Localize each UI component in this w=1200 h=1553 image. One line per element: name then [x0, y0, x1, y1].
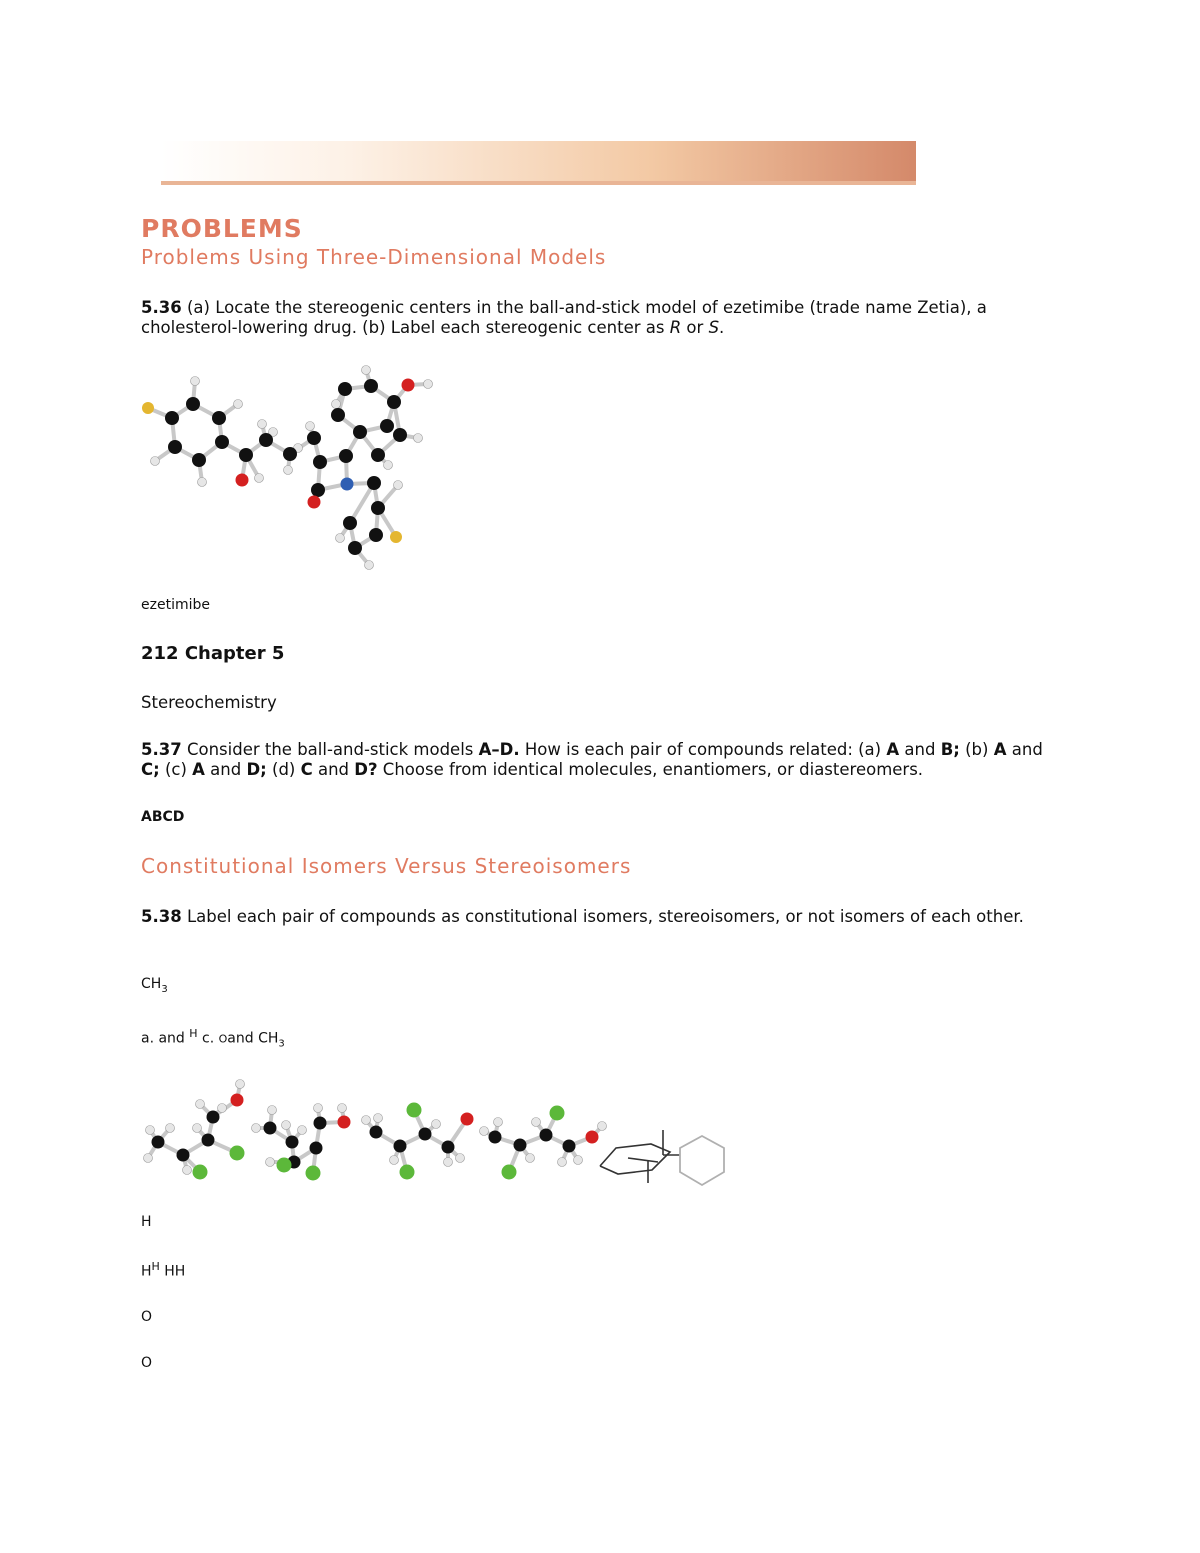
- model-labels: ABCD: [141, 809, 185, 825]
- label-hh: $H^H$ HH: [141, 1260, 186, 1280]
- problem-5-38: 5.38 Label each pair of compounds as constitutional isomers, stereoisomers, or not isomers of each other.: [141, 907, 1024, 926]
- chapter-heading: 212 Chapter 5: [141, 643, 285, 664]
- problem-5-37: 5.37 Consider the ball-and-stick models A–D. How is each pair of compounds related: (a) A and B; (b) A and C; (c) A and D; (d) C and D? Choose from identical molecules, enantiomers, or diastereomers.: [141, 740, 1043, 779]
- label-h: H: [141, 1214, 152, 1230]
- figure-caption: ezetimibe: [141, 597, 210, 613]
- part-labels: a. and $^H$ c. Oand $CH_3$: [141, 1027, 285, 1050]
- problem-5-36: 5.36 (a) Locate the stereogenic centers in the ball-and-stick model of ezetimibe (trade name Zetia), a cholesterol-lowering drug. (b) Label each stereogenic center as R or S.: [141, 298, 987, 337]
- label-o-1: O: [141, 1309, 153, 1325]
- ch3-label: $CH_3$: [141, 976, 168, 995]
- problem-number: 5.36: [141, 298, 182, 317]
- chapter-subtitle: Stereochemistry: [141, 693, 277, 712]
- section-heading-isomers: Constitutional Isomers Versus Stereoisomers: [141, 854, 632, 878]
- section-subtitle: Problems Using Three-Dimensional Models: [141, 245, 607, 269]
- section-title: PROBLEMS: [141, 214, 303, 243]
- label-o-2: O: [141, 1355, 153, 1371]
